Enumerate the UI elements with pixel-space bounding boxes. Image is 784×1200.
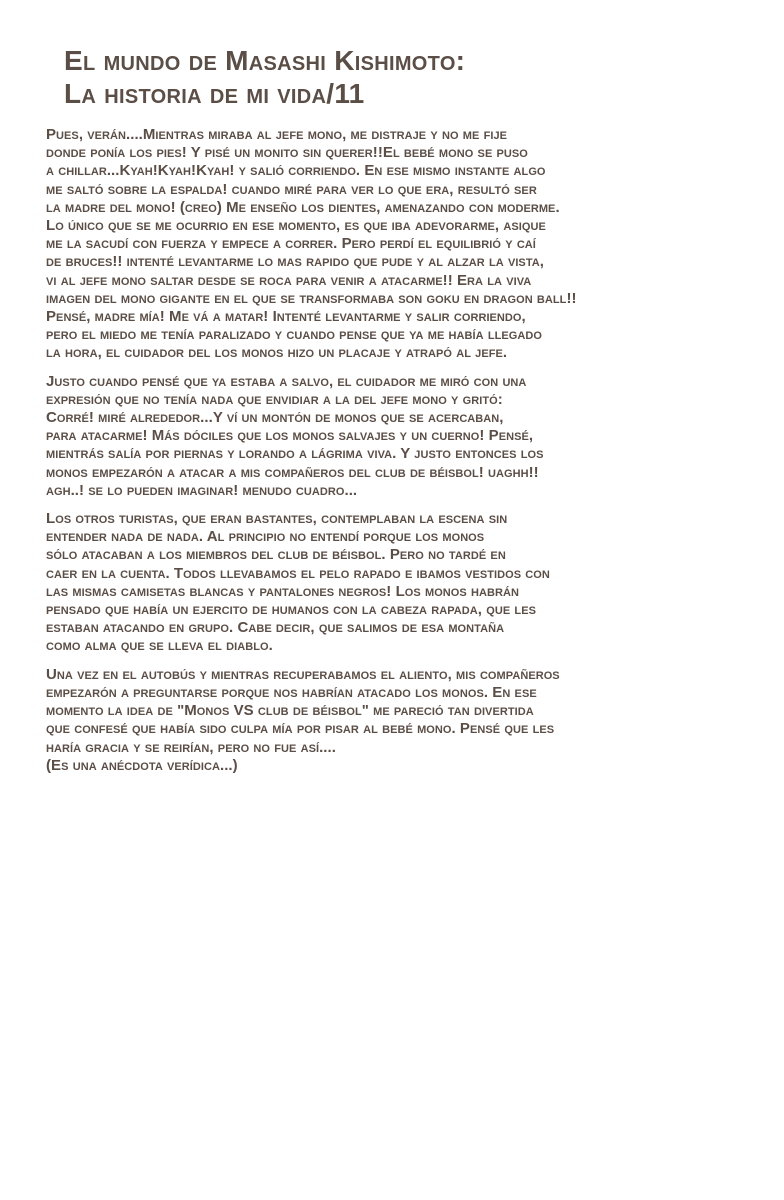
text-line: estaban atacando en grupo. Cabe decir, que salimos de esa montaña <box>46 619 505 637</box>
text-line: como alma que se lleva el diablo. <box>46 637 273 655</box>
text-line: pensado que había un ejercito de humanos con la cabeza rapada, que les <box>46 601 536 619</box>
text-line: vi al jefe mono saltar desde se roca para venir a atacarme!! Era la viva <box>46 271 532 289</box>
paragraph-4 <box>46 666 758 775</box>
paragraph-3 <box>46 510 758 656</box>
story-text <box>46 126 758 785</box>
paragraph-2 <box>46 373 758 500</box>
text-line: Pensé, madre mía! Me vá a matar! Intenté levantarme y salir corriendo, <box>46 308 526 326</box>
text-line: donde ponía los pies! Y pisé un monito sin querer!!El bebé mono se puso <box>46 144 528 162</box>
text-line: imagen del mono gigante en el que se transformaba son goku en dragon ball!! <box>46 289 577 307</box>
text-line: Una vez en el autobús y mientras recuperabamos el aliento, mis compañeros <box>46 665 560 683</box>
text-line: mientrás salía por piernas y lorando a lágrima viva. Y justo entonces los <box>46 445 544 463</box>
text-line: que confesé que había sido culpa mía por pisar al bebé mono. Pensé que les <box>46 720 555 738</box>
text-line: monos empezarón a atacar a mis compañeros del club de béisbol! uaghh!! <box>46 463 539 481</box>
text-line: las mismas camisetas blancas y pantalones negros! Los monos habrán <box>46 582 519 600</box>
text-line: la madre del mono! (creo) Me enseño los dientes, amenazando con moderme. <box>46 198 560 216</box>
text-line: entender nada de nada. Al principio no entendí porque los monos <box>46 528 485 546</box>
text-line: empezarón a preguntarse porque nos habrían atacado los monos. En ese <box>46 683 537 701</box>
text-line: Justo cuando pensé que ya estaba a salvo, el cuidador me miró con una <box>46 372 527 390</box>
text-line: Corré! miré alrededor...Y ví un montón de monos que se acercaban, <box>46 409 504 427</box>
page-title-line-1: El mundo de Masashi Kishimoto: <box>64 45 466 76</box>
text-line: momento la idea de "Monos VS club de béisbol" me pareció tan divertida <box>46 702 534 720</box>
text-line: Lo único que se me ocurrio en ese momento, es que iba adevorarme, asique <box>46 217 546 235</box>
text-line: de bruces!! intenté levantarme lo mas rapido que pude y al alzar la vista, <box>46 253 544 271</box>
text-line: (Es una anécdota verídica...) <box>46 756 238 774</box>
text-line: me la sacudí con fuerza y empece a correr. Pero perdí el equilibrió y caí <box>46 235 536 253</box>
text-line: pero el miedo me tenía paralizado y cuando pense que ya me había llegado <box>46 326 542 344</box>
paragraph-1 <box>46 126 758 363</box>
text-line: caer en la cuenta. Todos llevabamos el pelo rapado e ibamos vestidos con <box>46 564 550 582</box>
text-line: a chillar...Kyah!Kyah!Kyah! y salió corriendo. En ese mismo instante algo <box>46 162 546 180</box>
page-title <box>64 44 744 110</box>
text-line: Los otros turistas, que eran bastantes, contemplaban la escena sin <box>46 510 508 528</box>
text-line: haría gracia y se reirían, pero no fue así.... <box>46 738 336 756</box>
text-line: Pues, verán....Mientras miraba al jefe mono, me distraje y no me fije <box>46 126 508 143</box>
text-line: agh..! se lo pueden imaginar! menudo cuadro... <box>46 481 358 499</box>
text-line: sólo atacaban a los miembros del club de béisbol. Pero no tardé en <box>46 546 506 564</box>
text-line: expresión que no tenía nada que envidiar a la del jefe mono y gritó: <box>46 390 503 408</box>
text-line: para atacarme! Más dóciles que los monos salvajes y un cuerno! Pensé, <box>46 427 534 445</box>
page-title-line-2: La historia de mi vida/11 <box>64 78 365 109</box>
text-line: la hora, el cuidador del los monos hizo un placaje y atrapó al jefe. <box>46 344 508 362</box>
text-line: me saltó sobre la espalda! cuando miré para ver lo que era, resultó ser <box>46 180 537 198</box>
